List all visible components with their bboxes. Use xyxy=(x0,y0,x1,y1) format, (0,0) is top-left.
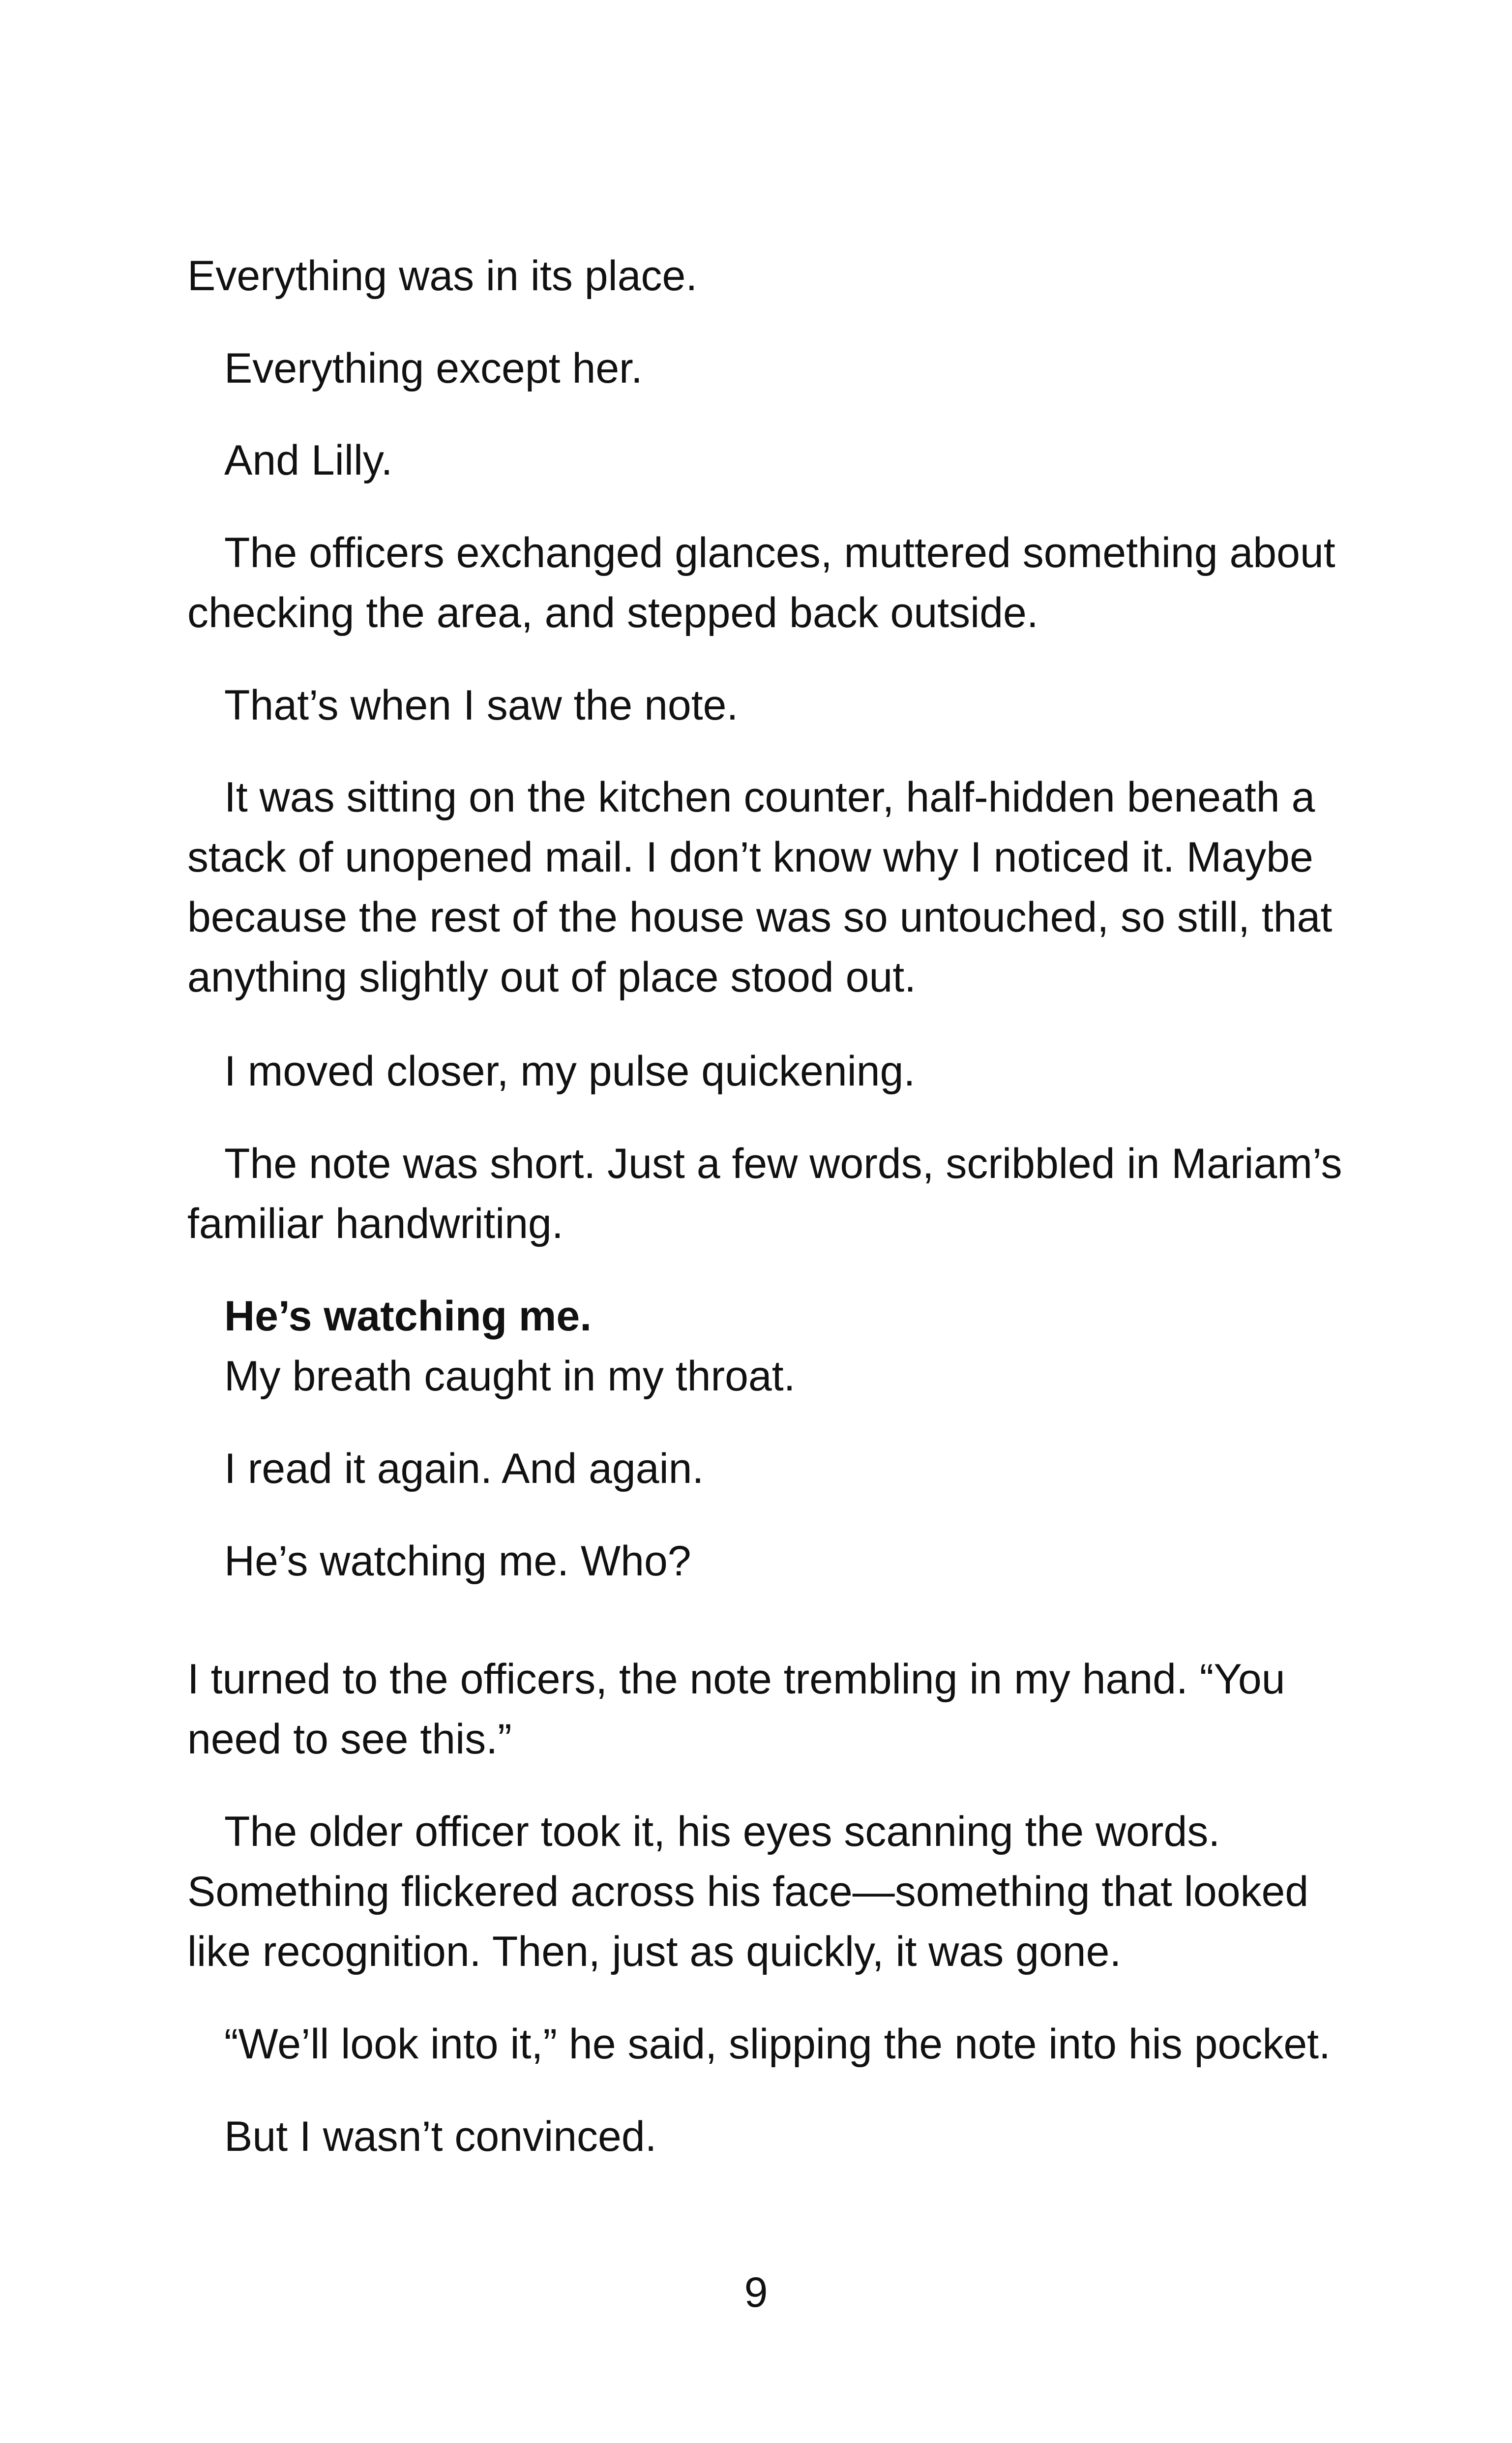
paragraph: I turned to the officers, the note trembling in my hand. “You need to see this.” xyxy=(187,1656,1285,1763)
paragraph: The note was short. Just a few words, scribbled in Mariam’s familiar handwriting. xyxy=(187,1140,1342,1247)
paragraph: “We’ll look into it,” he said, slipping the note into his pocket. xyxy=(224,2021,1331,2068)
paragraph: But I wasn’t convinced. xyxy=(224,2113,657,2160)
note-quote: He’s watching me. xyxy=(224,1293,592,1340)
paragraph: I moved closer, my pulse quickening. xyxy=(224,1048,916,1095)
paragraph: The officers exchanged glances, muttered something about checking the area, and stepped back outside. xyxy=(187,529,1335,636)
page-number: 9 xyxy=(744,2269,768,2316)
paragraph: And Lilly. xyxy=(224,437,393,484)
paragraph: Everything except her. xyxy=(224,345,643,392)
paragraph: That’s when I saw the note. xyxy=(224,682,739,729)
paragraph: Everything was in its place. xyxy=(187,252,698,300)
paragraph: He’s watching me. Who? xyxy=(224,1538,691,1585)
paragraph: I read it again. And again. xyxy=(224,1445,704,1492)
paragraph: My breath caught in my throat. xyxy=(224,1353,796,1400)
paragraph: It was sitting on the kitchen counter, half-hidden beneath a stack of unopened mail. I don’t know why I noticed it. Maybe because the rest of the house was so untouched, so still, that anything slightly out of place stood out. xyxy=(187,774,1333,1001)
paragraph: The older officer took it, his eyes scanning the words. Something flickered across his face—something that looked like recognition. Then, just as quickly, it was gone. xyxy=(187,1808,1309,1975)
